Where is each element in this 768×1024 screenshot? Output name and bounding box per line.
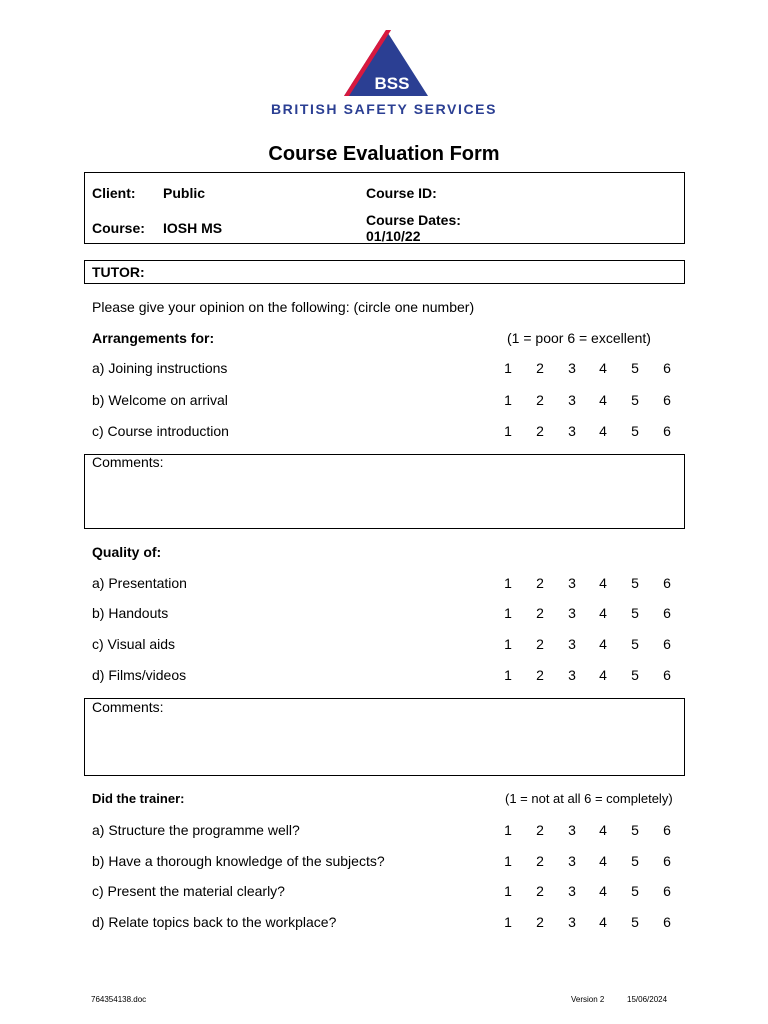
rating-option[interactable]: 6: [663, 636, 671, 652]
rating-option[interactable]: 1: [504, 423, 512, 439]
rating-option[interactable]: 1: [504, 392, 512, 408]
rating-option[interactable]: 4: [599, 667, 607, 683]
course-dates-value: 01/10/22: [366, 228, 421, 244]
rating-scale-introduction[interactable]: [492, 423, 682, 441]
rating-option[interactable]: 5: [631, 392, 639, 408]
form-title: Course Evaluation Form: [268, 143, 500, 165]
rating-option[interactable]: 5: [631, 883, 639, 899]
rating-option[interactable]: 2: [536, 423, 544, 439]
quality-item-films: d) Films/videos: [92, 667, 187, 683]
tutor-label: TUTOR:: [92, 264, 145, 280]
quality-item-visual-aids: c) Visual aids: [92, 636, 176, 652]
rating-option[interactable]: 4: [599, 636, 607, 652]
rating-option[interactable]: 6: [663, 883, 671, 899]
rating-option[interactable]: 4: [599, 575, 607, 591]
rating-option[interactable]: 3: [568, 423, 576, 439]
course-label: Course:: [92, 220, 145, 236]
quality-comments-label: Comments:: [92, 699, 164, 715]
quality-comments-box[interactable]: [84, 698, 685, 776]
rating-option[interactable]: 2: [536, 822, 544, 838]
rating-option[interactable]: 3: [568, 914, 576, 930]
rating-option[interactable]: 5: [631, 605, 639, 621]
rating-option[interactable]: 6: [663, 914, 671, 930]
rating-option[interactable]: 1: [504, 360, 512, 376]
logo-letters: BSS: [374, 74, 410, 93]
trainer-item-structure: a) Structure the programme well?: [92, 822, 300, 838]
client-value: Public: [163, 185, 206, 201]
trainer-item-clarity: c) Present the material clearly?: [92, 883, 285, 899]
rating-option[interactable]: 3: [568, 883, 576, 899]
rating-option[interactable]: 4: [599, 883, 607, 899]
rating-option[interactable]: 6: [663, 423, 671, 439]
footer-doc-name: 764354138.doc: [91, 995, 147, 1004]
rating-option[interactable]: 6: [663, 605, 671, 621]
rating-option[interactable]: 2: [536, 575, 544, 591]
rating-option[interactable]: 6: [663, 360, 671, 376]
rating-option[interactable]: 3: [568, 360, 576, 376]
quality-item-handouts: b) Handouts: [92, 605, 169, 621]
bss-logo: [340, 28, 432, 98]
arrangement-item-welcome: b) Welcome on arrival: [92, 392, 228, 408]
rating-scale-presentation[interactable]: [492, 575, 682, 593]
rating-option[interactable]: 5: [631, 575, 639, 591]
arrangement-item-introduction: c) Course introduction: [92, 423, 229, 439]
rating-option[interactable]: 4: [599, 392, 607, 408]
rating-option[interactable]: 5: [631, 360, 639, 376]
rating-option[interactable]: 2: [536, 667, 544, 683]
rating-option[interactable]: 4: [599, 605, 607, 621]
tutor-box[interactable]: [84, 260, 685, 284]
rating-scale-joining[interactable]: [492, 360, 682, 378]
rating-scale-handouts[interactable]: [492, 605, 682, 623]
arrangement-item-joining: a) Joining instructions: [92, 360, 228, 376]
trainer-item-knowledge: b) Have a thorough knowledge of the subjects?: [92, 853, 385, 869]
course-id-label: Course ID:: [366, 185, 437, 201]
rating-option[interactable]: 3: [568, 392, 576, 408]
rating-scale-structure[interactable]: [492, 822, 682, 840]
rating-option[interactable]: 2: [536, 883, 544, 899]
course-value: IOSH MS: [163, 220, 223, 236]
arrangements-legend: (1 = poor 6 = excellent): [507, 330, 651, 346]
rating-option[interactable]: 2: [536, 360, 544, 376]
rating-option[interactable]: 1: [504, 636, 512, 652]
rating-option[interactable]: 2: [536, 605, 544, 621]
rating-scale-clarity[interactable]: [492, 883, 682, 901]
rating-option[interactable]: 1: [504, 822, 512, 838]
rating-option[interactable]: 2: [536, 853, 544, 869]
rating-option[interactable]: 5: [631, 853, 639, 869]
rating-option[interactable]: 5: [631, 636, 639, 652]
rating-option[interactable]: 1: [504, 853, 512, 869]
rating-option[interactable]: 1: [504, 883, 512, 899]
rating-option[interactable]: 5: [631, 423, 639, 439]
rating-option[interactable]: 4: [599, 822, 607, 838]
rating-option[interactable]: 1: [504, 575, 512, 591]
rating-scale-films[interactable]: [492, 667, 682, 685]
rating-option[interactable]: 6: [663, 667, 671, 683]
rating-option[interactable]: 1: [504, 667, 512, 683]
trainer-heading: Did the trainer:: [92, 791, 185, 806]
rating-option[interactable]: 5: [631, 822, 639, 838]
rating-option[interactable]: 3: [568, 822, 576, 838]
rating-option[interactable]: 1: [504, 914, 512, 930]
quality-heading: Quality of:: [92, 544, 162, 560]
rating-option[interactable]: 5: [631, 914, 639, 930]
rating-option[interactable]: 6: [663, 822, 671, 838]
rating-option[interactable]: 2: [536, 392, 544, 408]
rating-scale-visual-aids[interactable]: [492, 636, 682, 654]
rating-option[interactable]: 6: [663, 575, 671, 591]
instructions-text: Please give your opinion on the following: (circle one number): [92, 299, 475, 315]
rating-option[interactable]: 3: [568, 667, 576, 683]
rating-option[interactable]: 4: [599, 914, 607, 930]
rating-option[interactable]: 5: [631, 667, 639, 683]
rating-option[interactable]: 4: [599, 360, 607, 376]
arrangements-heading: Arrangements for:: [92, 330, 215, 346]
course-dates-label: Course Dates:: [366, 212, 461, 228]
rating-option[interactable]: 4: [599, 853, 607, 869]
rating-option[interactable]: 6: [663, 392, 671, 408]
arrangements-comments-label: Comments:: [92, 454, 164, 470]
rating-option[interactable]: 2: [536, 914, 544, 930]
client-label: Client:: [92, 185, 136, 201]
brand-name: BRITISH SAFETY SERVICES: [270, 101, 498, 117]
rating-option[interactable]: 3: [568, 605, 576, 621]
rating-option[interactable]: 3: [568, 575, 576, 591]
rating-scale-welcome[interactable]: [492, 392, 682, 410]
rating-scale-workplace[interactable]: [492, 914, 682, 932]
rating-option[interactable]: 6: [663, 853, 671, 869]
rating-option[interactable]: 2: [536, 636, 544, 652]
trainer-item-workplace: d) Relate topics back to the workplace?: [92, 914, 337, 930]
arrangements-comments-box[interactable]: [84, 454, 685, 529]
rating-option[interactable]: 4: [599, 423, 607, 439]
footer-date: 15/06/2024: [627, 995, 668, 1004]
rating-option[interactable]: 3: [568, 636, 576, 652]
rating-option[interactable]: 1: [504, 605, 512, 621]
trainer-legend: (1 = not at all 6 = completely): [505, 791, 673, 806]
footer-version: Version 2: [571, 995, 605, 1004]
rating-scale-knowledge[interactable]: [492, 853, 682, 871]
rating-option[interactable]: 3: [568, 853, 576, 869]
quality-item-presentation: a) Presentation: [92, 575, 187, 591]
